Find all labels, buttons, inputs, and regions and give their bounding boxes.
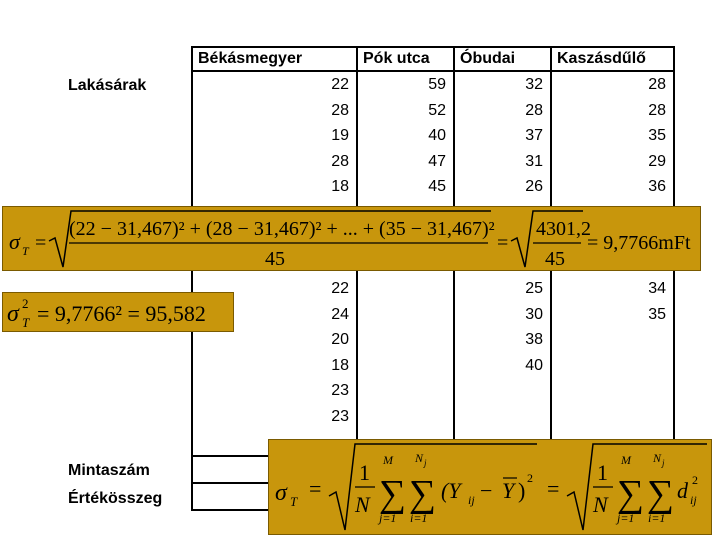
formula-std-dev bbox=[2, 206, 701, 271]
formula-sub: T bbox=[22, 315, 30, 330]
table-cell: 45 bbox=[357, 174, 454, 200]
table-cell bbox=[551, 353, 674, 379]
formula-variance bbox=[2, 292, 234, 332]
table-row bbox=[192, 149, 674, 175]
term-ybar: Y bbox=[502, 478, 515, 503]
table-cell: 30 bbox=[454, 302, 551, 328]
table-cell: 59 bbox=[357, 71, 454, 98]
table-cell: 20 bbox=[192, 327, 357, 353]
table-cell bbox=[454, 404, 551, 430]
term-sub: ij bbox=[468, 493, 475, 507]
table-row bbox=[192, 378, 674, 404]
formula-numerator: (22 − 31,467)² + (28 − 31,467)² + ... + (35 − 31,467)² bbox=[69, 218, 495, 240]
table-cell: 22 bbox=[192, 276, 357, 302]
table-cell: 32 bbox=[454, 71, 551, 98]
table-cell bbox=[357, 353, 454, 379]
formula-eq: = bbox=[547, 476, 560, 501]
table-cell bbox=[357, 404, 454, 430]
table-cell: 52 bbox=[357, 98, 454, 124]
table-cell: 35 bbox=[551, 123, 674, 149]
column-header: Kaszásdűlő bbox=[551, 47, 674, 71]
d-term: d bbox=[677, 478, 688, 503]
sum-top: M bbox=[621, 453, 631, 467]
formula-sub: T bbox=[290, 494, 298, 509]
table-cell: 28 bbox=[551, 98, 674, 124]
frac-den: N bbox=[593, 492, 608, 517]
sum-top: N bbox=[415, 451, 424, 465]
sum-top: M bbox=[383, 453, 393, 467]
table-cell bbox=[357, 378, 454, 404]
table-cell: 34 bbox=[551, 276, 674, 302]
table-cell: 25 bbox=[454, 276, 551, 302]
formula-numerator: 4301,2 bbox=[536, 218, 591, 240]
formula-eq: = bbox=[497, 232, 509, 254]
frac-num: 1 bbox=[359, 460, 370, 485]
table-cell: 19 bbox=[192, 123, 357, 149]
table-row bbox=[192, 123, 674, 149]
table-cell bbox=[551, 404, 674, 430]
table-row bbox=[192, 404, 674, 430]
table-cell bbox=[551, 327, 674, 353]
table-cell: 28 bbox=[551, 71, 674, 98]
formula-sigma: σ bbox=[7, 301, 19, 327]
table-cell: 18 bbox=[192, 353, 357, 379]
frac-den: N bbox=[355, 492, 370, 517]
term-close: ) bbox=[518, 478, 526, 503]
table-cell: 23 bbox=[192, 378, 357, 404]
formula-denominator: 45 bbox=[265, 248, 285, 270]
term-sup: 2 bbox=[527, 471, 533, 485]
sum-icon: ∑ bbox=[647, 473, 675, 515]
row-label-prices: Lakásárak bbox=[68, 77, 147, 94]
formula-general-std-dev bbox=[268, 439, 712, 535]
sum-top-sub: j bbox=[662, 458, 665, 468]
table-cell: 18 bbox=[192, 174, 357, 200]
sum-bottom: j=1 bbox=[617, 511, 635, 525]
table-cell: 36 bbox=[551, 174, 674, 200]
term-mid: − bbox=[480, 478, 493, 503]
table-cell: 38 bbox=[454, 327, 551, 353]
table-cell: 23 bbox=[192, 404, 357, 430]
sum-bottom: i=1 bbox=[648, 511, 666, 525]
table-row bbox=[192, 174, 674, 200]
formula-eq: = bbox=[35, 232, 47, 254]
column-header: Pók utca bbox=[357, 47, 454, 71]
formula-eq: = bbox=[309, 476, 322, 501]
table-cell: 28 bbox=[192, 98, 357, 124]
formula-denominator: 45 bbox=[545, 248, 565, 270]
frac-num: 1 bbox=[597, 460, 608, 485]
table-cell bbox=[357, 327, 454, 353]
table-cell bbox=[551, 378, 674, 404]
table-cell: 37 bbox=[454, 123, 551, 149]
table-row bbox=[192, 353, 674, 379]
table-header-row bbox=[192, 47, 674, 71]
row-label-value-sum: Értékösszeg bbox=[68, 490, 163, 507]
column-header: Békásmegyer bbox=[192, 47, 357, 71]
d-sub: ij bbox=[690, 493, 697, 507]
row-label-sample-size: Mintaszám bbox=[68, 462, 150, 479]
sum-icon: ∑ bbox=[617, 473, 645, 515]
formula-sub: T bbox=[22, 244, 29, 258]
formula-sigma: σ bbox=[275, 480, 287, 506]
sum-bottom: j=1 bbox=[379, 511, 397, 525]
term: (Y bbox=[441, 478, 461, 503]
table-cell bbox=[357, 276, 454, 302]
sum-bottom: i=1 bbox=[410, 511, 428, 525]
table-cell: 47 bbox=[357, 149, 454, 175]
sum-icon: ∑ bbox=[409, 473, 437, 515]
table-cell: 35 bbox=[551, 302, 674, 328]
sum-top-sub: j bbox=[424, 458, 427, 468]
table-cell: 29 bbox=[551, 149, 674, 175]
table-row bbox=[192, 327, 674, 353]
table-cell: 22 bbox=[192, 71, 357, 98]
formula-sigma: σ bbox=[9, 229, 20, 254]
table-cell: 40 bbox=[357, 123, 454, 149]
sum-top: N bbox=[653, 451, 662, 465]
d-sup: 2 bbox=[692, 473, 698, 487]
table-row bbox=[192, 71, 674, 98]
formula-result: = 9,7766mFt bbox=[587, 232, 691, 254]
table-cell: 24 bbox=[192, 302, 357, 328]
table-cell bbox=[454, 378, 551, 404]
table-cell: 26 bbox=[454, 174, 551, 200]
formula-sup: 2 bbox=[22, 296, 29, 311]
table-cell: 40 bbox=[454, 353, 551, 379]
table-cell: 28 bbox=[454, 98, 551, 124]
table-cell: 28 bbox=[192, 149, 357, 175]
formula-rhs: = 9,7766² = 95,582 bbox=[37, 301, 206, 326]
table-cell bbox=[357, 302, 454, 328]
column-header: Óbudai bbox=[454, 47, 551, 71]
table-cell: 31 bbox=[454, 149, 551, 175]
sum-icon: ∑ bbox=[379, 473, 407, 515]
table-row bbox=[192, 302, 674, 328]
table-row bbox=[192, 98, 674, 124]
table-row bbox=[192, 276, 674, 302]
